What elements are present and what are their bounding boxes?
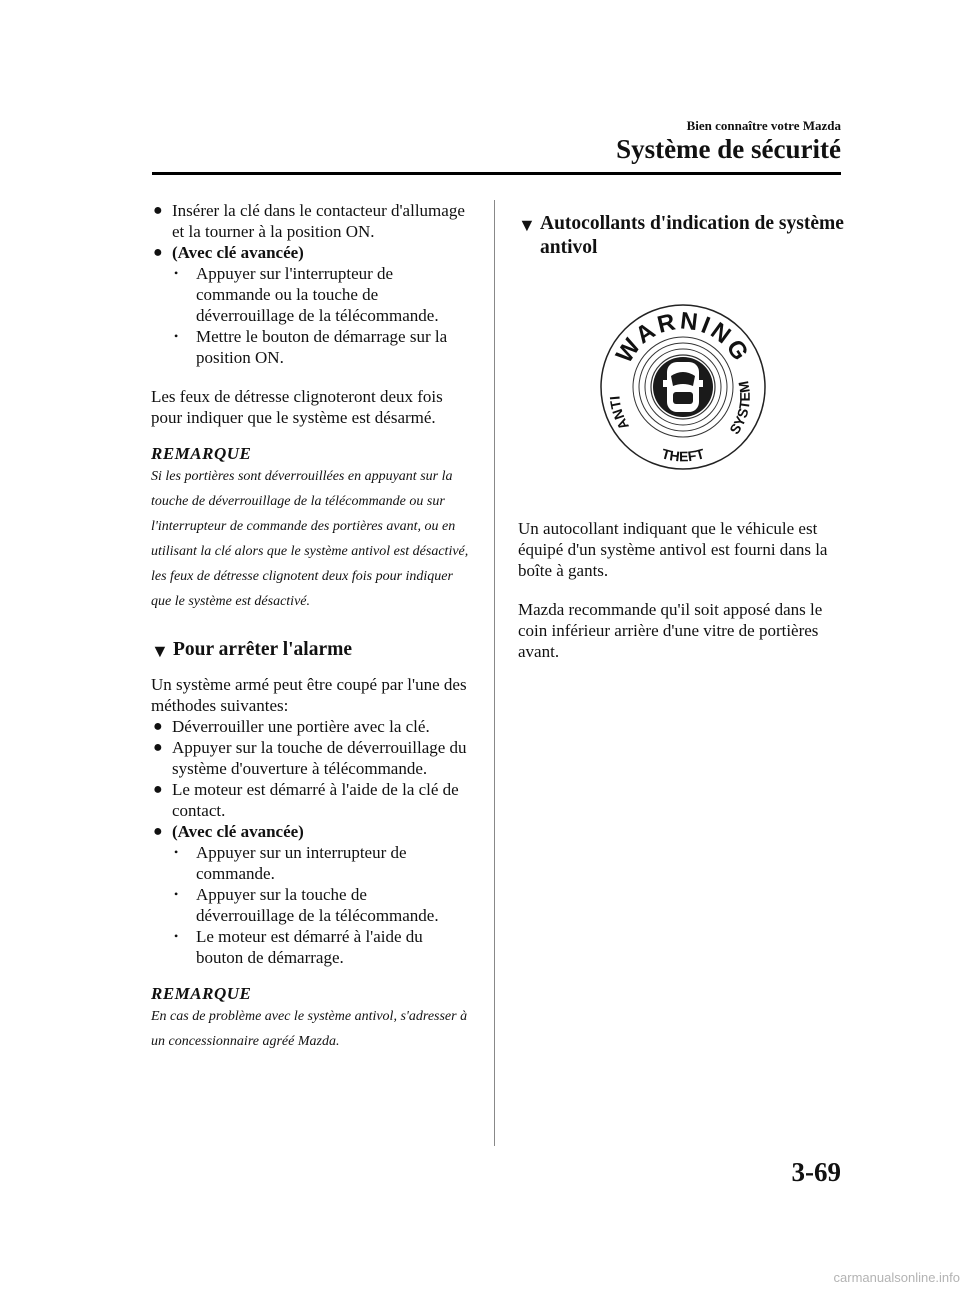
- note-text: Si les portières sont déverrouillées en appuyant sur la touche de déverrouillage de la télécommande ou sur l'interrupteur de commande des portières avant, ou en utilisant la clé alors que le système antivol est désactivé, les feux de détresse clignotent deux fois pour indiquer que le système est désactivé.: [151, 469, 469, 609]
- bullet-icon: ●: [153, 244, 163, 261]
- sticker-text-top: WARNING: [610, 307, 756, 368]
- left-column: [151, 200, 469, 1054]
- subbullet-icon: •: [174, 929, 179, 943]
- bullet-unlock-door: ● Déverrouiller une portière avec la clé.: [153, 717, 430, 736]
- note-text-2: En cas de problème avec le système antivol, s'adresser à un concessionnaire agréé Mazda.: [151, 1009, 468, 1049]
- paragraph-hazard-lights: Les feux de détresse clignoteront deux fois pour indiquer que le système est désarmé.: [151, 387, 443, 427]
- watermark: carmanualsonline.info: [833, 1270, 960, 1285]
- header-rule: [152, 172, 841, 175]
- subbullet-press-switch: • Appuyer sur l'interrupteur de commande ou la touche de déverrouillage de la télécommande.: [174, 264, 439, 325]
- paragraph-sticker-placement: Mazda recommande qu'il soit apposé dans le coin inférieur arrière d'une vitre de portières avant.: [518, 600, 823, 661]
- right-column: [518, 212, 848, 260]
- subbullet-press-switch-2: • Appuyer sur un interrupteur de commande.: [174, 843, 407, 883]
- subbullet-icon: •: [174, 266, 179, 280]
- bullet-advanced-key: ● (Avec clé avancée): [153, 243, 304, 262]
- bullet-icon: ●: [153, 781, 163, 798]
- triangle-down-icon: ▼: [518, 215, 536, 235]
- bullet-insert-key: ● Insérer la clé dans le contacteur d'allumage et la tourner à la position ON.: [153, 201, 465, 241]
- subbullet-icon: •: [174, 845, 179, 859]
- section-title: Système de sécurité: [616, 134, 841, 164]
- car-icon: [663, 362, 703, 412]
- triangle-down-icon: ▼: [151, 641, 169, 661]
- subbullet-start-button: • Mettre le bouton de démarrage sur la position ON.: [174, 327, 448, 367]
- anti-theft-sticker-image: [598, 302, 768, 472]
- section-heading-stop-alarm: ▼ Pour arrêter l'alarme: [151, 639, 353, 661]
- bullet-engine-key: ● Le moteur est démarré à l'aide de la clé de contact.: [153, 780, 459, 820]
- subbullet-press-unlock-2: • Appuyer sur la touche de déverrouillage de la télécommande.: [174, 885, 439, 925]
- section-heading-stickers: ▼ Autocollants d'indication de système antivol: [518, 213, 844, 258]
- sticker-text-bottom: THEFT: [659, 445, 707, 465]
- note-title: REMARQUE: [151, 444, 252, 463]
- bullet-press-unlock: ● Appuyer sur la touche de déverrouillage du système d'ouverture à télécommande.: [153, 738, 467, 778]
- sticker-text-right: SYSTEM: [726, 379, 753, 438]
- right-column-text: [518, 518, 848, 662]
- subbullet-icon: •: [174, 887, 179, 901]
- subbullet-start-button-2: • Le moteur est démarré à l'aide du bouton de démarrage.: [174, 927, 423, 967]
- bullet-icon: ●: [153, 823, 163, 840]
- bullet-icon: ●: [153, 718, 163, 735]
- bullet-advanced-key-2: ● (Avec clé avancée): [153, 822, 304, 841]
- paragraph-sticker-provided: Un autocollant indiquant que le véhicule est équipé d'un système antivol est fourni dans la boîte à gants.: [518, 519, 828, 580]
- subbullet-icon: •: [174, 329, 179, 343]
- note-title-2: REMARQUE: [151, 984, 252, 1003]
- bullet-icon: ●: [153, 202, 163, 219]
- sticker-text-left: ANTI: [606, 395, 632, 433]
- paragraph-methods: Un système armé peut être coupé par l'une des méthodes suivantes:: [151, 675, 467, 715]
- column-separator: [494, 200, 495, 1146]
- section-subtitle: Bien connaître votre Mazda: [686, 118, 841, 133]
- page-number: 3-69: [791, 1157, 841, 1187]
- bullet-icon: ●: [153, 739, 163, 756]
